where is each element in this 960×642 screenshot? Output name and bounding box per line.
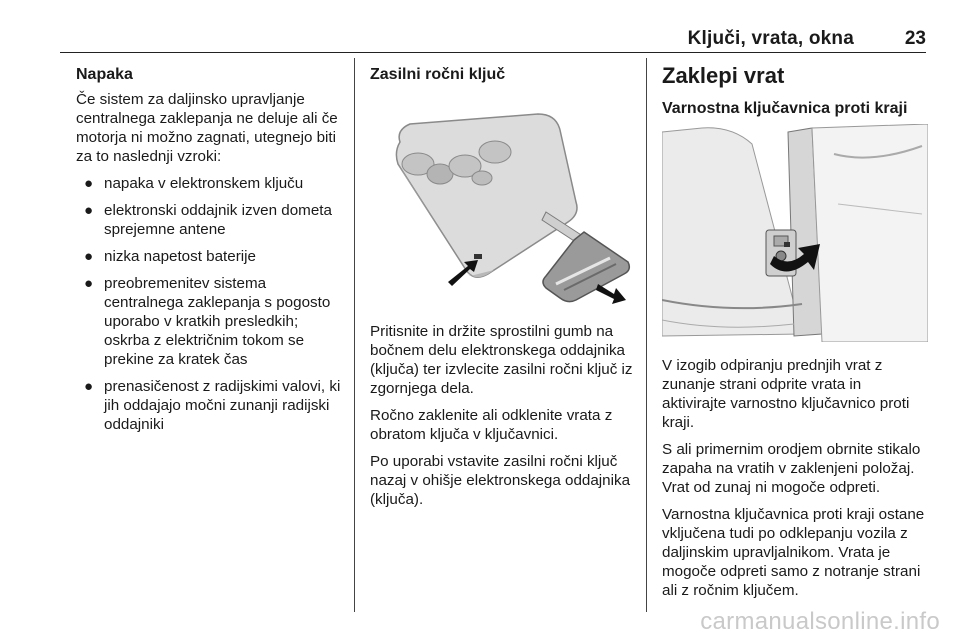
- section-heading-fault: Napaka: [76, 66, 133, 83]
- emergency-key-step-3: Po uporabi vstavite zasilni ročni ključ nazaj v ohišje elektronskega oddajnika (ključa).: [370, 453, 631, 508]
- door-lock-paragraph-3: Varnostna ključavnica proti kraji ostane vključena tudi po odklepanju vozila z daljinskim upravljalnikom. Vrata je mogoče odpreti samo z notranje strani ali z ročnim ključem.: [662, 506, 925, 599]
- bullet-icon: ●: [84, 248, 94, 265]
- bullet-icon: ●: [84, 175, 94, 192]
- column-emergency-key: [370, 64, 636, 517]
- list-item: ● prenasičenost z radijskimi valovi, ki jih oddajajo močni zunanji radijski oddajniki: [84, 378, 341, 433]
- list-item: ● preobremenitev sistema centralnega zaklepanja s pogosto uporabo v kratkih presledkih; oskrba z električnim tokom se prekine za kratek čas: [84, 275, 331, 368]
- section-heading-door-locks: Zaklepi vrat: [662, 63, 785, 88]
- page-header: [60, 28, 926, 54]
- list-item: ● elektronski oddajnik izven dometa sprejemne antene: [84, 202, 332, 238]
- subheading-child-safety-lock: Varnostna ključavnica proti kraji: [662, 100, 908, 117]
- bullet-icon: ●: [84, 275, 94, 292]
- watermark: carmanualsonline.info: [700, 608, 940, 635]
- column-divider-1: [354, 58, 355, 612]
- header-rule: [60, 52, 926, 53]
- section-heading-emergency-key: Zasilni ročni ključ: [370, 66, 506, 83]
- column-divider-2: [646, 58, 647, 612]
- fault-intro: Če sistem za daljinsko upravljanje centralnega zaklepanja ne deluje ali če motorja ni možno zagnati, utegnejo biti za to naslednji vzroki:: [76, 91, 338, 165]
- column-fault: [76, 64, 344, 442]
- door-lock-illustration: [662, 124, 928, 342]
- bullet-icon: ●: [84, 378, 94, 395]
- list-item: ● nizka napetost baterije: [84, 248, 256, 265]
- key-card-illustration: [370, 94, 636, 304]
- door-lock-paragraph-1: V izogib odpiranju prednjih vrat z zunanje strani odprite vrata in aktivirajte varnostno ključavnico proti kraji.: [662, 357, 910, 431]
- page-number: 23: [904, 28, 926, 49]
- emergency-key-step-1: Pritisnite in držite sprostilni gumb na bočnem delu elektronskega oddajnika (ključa) ter izvlecite zasilni ročni ključ iz zgornjega dela.: [370, 323, 633, 397]
- emergency-key-step-2: Ročno zaklenite ali odklenite vrata z obratom ključa v ključavnici.: [370, 407, 613, 443]
- fault-causes-list: [76, 174, 344, 434]
- bullet-icon: ●: [84, 202, 94, 219]
- door-lock-paragraph-2: S ali primernim orodjem obrnite stikalo zapaha na vratih v zaklenjeni položaj. Vrat od zunaj ni mogoče odpreti.: [662, 441, 921, 496]
- list-item: ● napaka v elektronskem ključu: [84, 175, 304, 192]
- column-door-locks: [662, 64, 928, 608]
- chapter-title: Ključi, vrata, okna: [687, 28, 854, 49]
